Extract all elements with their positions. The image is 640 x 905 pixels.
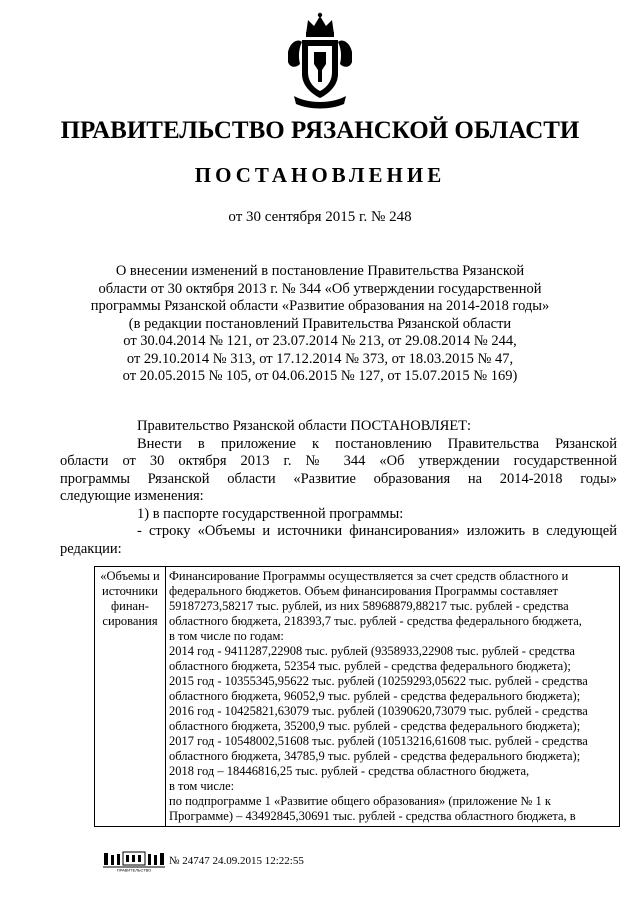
coat-of-arms-emblem <box>284 12 356 110</box>
content-line: 2015 год - 10355345,95622 тыс. рублей (10259293,05622 тыс. рублей - средства <box>169 674 588 688</box>
content-line: 59187273,58217 тыс. рублей, из них 58968879,88217 тыс. рублей - средства <box>169 599 569 613</box>
content-line: в том числе по годам: <box>169 629 284 643</box>
table-row-label-cell <box>95 567 166 827</box>
document-date-number: от 30 сентября 2015 г. № 248 <box>228 209 412 225</box>
content-line: областного бюджета, 218393,7 тыс. рублей - средства федерального бюджета, <box>169 614 582 628</box>
body-line: области от 30 октября 2013 г. № 344 «Об утверждении государственной <box>60 453 617 469</box>
label-line: сирования <box>102 614 158 628</box>
registration-number-timestamp: № 24747 24.09.2015 12:22:55 <box>169 855 304 867</box>
registration-stamp-icon <box>103 850 165 872</box>
subject-line: от 20.05.2015 № 105, от 04.06.2015 № 127, от 15.07.2015 № 169) <box>122 368 518 384</box>
content-line: Финансирование Программы осуществляется за счет средств областного и <box>169 569 569 583</box>
content-line: областного бюджета, 34785,9 тыс. рублей - средства федерального бюджета); <box>169 749 581 763</box>
content-line: Программе) – 43492845,30691 тыс. рублей - средства областного бюджета, в <box>169 809 576 823</box>
content-line: в том числе: <box>169 779 235 793</box>
financing-table <box>94 566 620 827</box>
body-line: - строку «Объемы и источники финансирования» изложить в следующей <box>137 523 617 539</box>
table-row-content-cell <box>166 567 620 827</box>
content-line: 2017 год - 10548002,51608 тыс. рублей (10513216,61608 тыс. рублей - средства <box>169 734 588 748</box>
content-line: областного бюджета, 35200,9 тыс. рублей - средства федерального бюджета); <box>169 719 581 733</box>
content-line: 2016 год - 10425821,63079 тыс. рублей (10390620,73079 тыс. рублей - средства <box>169 704 588 718</box>
organization-title: ПРАВИТЕЛЬСТВО РЯЗАНСКОЙ ОБЛАСТИ <box>60 117 580 144</box>
decree-body <box>60 418 617 558</box>
body-line: 1) в паспорте государственной программы: <box>137 505 404 522</box>
content-line: федерального бюджетов. Объем финансирования Программы составляет <box>169 584 558 598</box>
subject-line: О внесении изменений в постановление Правительства Рязанской <box>115 263 525 279</box>
document-subject <box>90 263 550 386</box>
subject-line: от 30.04.2014 № 121, от 23.07.2014 № 213, от 29.08.2014 № 244, <box>123 333 517 349</box>
document-type-title: ПОСТАНОВЛЕНИЕ <box>194 163 446 187</box>
body-line: Правительство Рязанской области ПОСТАНОВЛЯЕТ: <box>137 418 472 434</box>
label-line: «Объемы и <box>100 569 160 583</box>
body-line: программы Рязанской области «Развитие образования на 2014-2018 годы» <box>60 470 617 487</box>
body-line: следующие изменения: <box>60 488 204 504</box>
subject-line: от 29.10.2014 № 313, от 17.12.2014 № 373, от 18.03.2015 № 47, <box>126 350 514 367</box>
content-line: областного бюджета, 52354 тыс. рублей - средства федерального бюджета); <box>169 659 571 673</box>
subject-line: области от 30 октября 2013 г. № 344 «Об утверждении государственной <box>98 280 542 297</box>
content-line: 2014 год - 9411287,22908 тыс. рублей (9358933,22908 тыс. рублей - средства <box>169 644 575 658</box>
table-row <box>95 567 620 827</box>
content-line: 2018 год – 18446816,25 тыс. рублей - средства областного бюджета, <box>169 764 530 778</box>
body-line: Внести в приложение к постановлению Правительства Рязанской <box>137 435 617 452</box>
label-line: финан- <box>111 599 149 613</box>
content-line: по подпрограмме 1 «Развитие общего образования» (приложение № 1 к <box>169 794 551 808</box>
subject-line: программы Рязанской области «Развитие образования на 2014-2018 годы» <box>90 298 550 314</box>
content-line: областного бюджета, 96052,9 тыс. рублей - средства федерального бюджета); <box>169 689 581 703</box>
body-line: редакции: <box>60 540 122 557</box>
svg-text:ПРАВИТЕЛЬСТВО: ПРАВИТЕЛЬСТВО <box>116 867 152 872</box>
subject-line: (в редакции постановлений Правительства Рязанской области <box>128 315 512 332</box>
label-line: источники <box>102 584 158 598</box>
